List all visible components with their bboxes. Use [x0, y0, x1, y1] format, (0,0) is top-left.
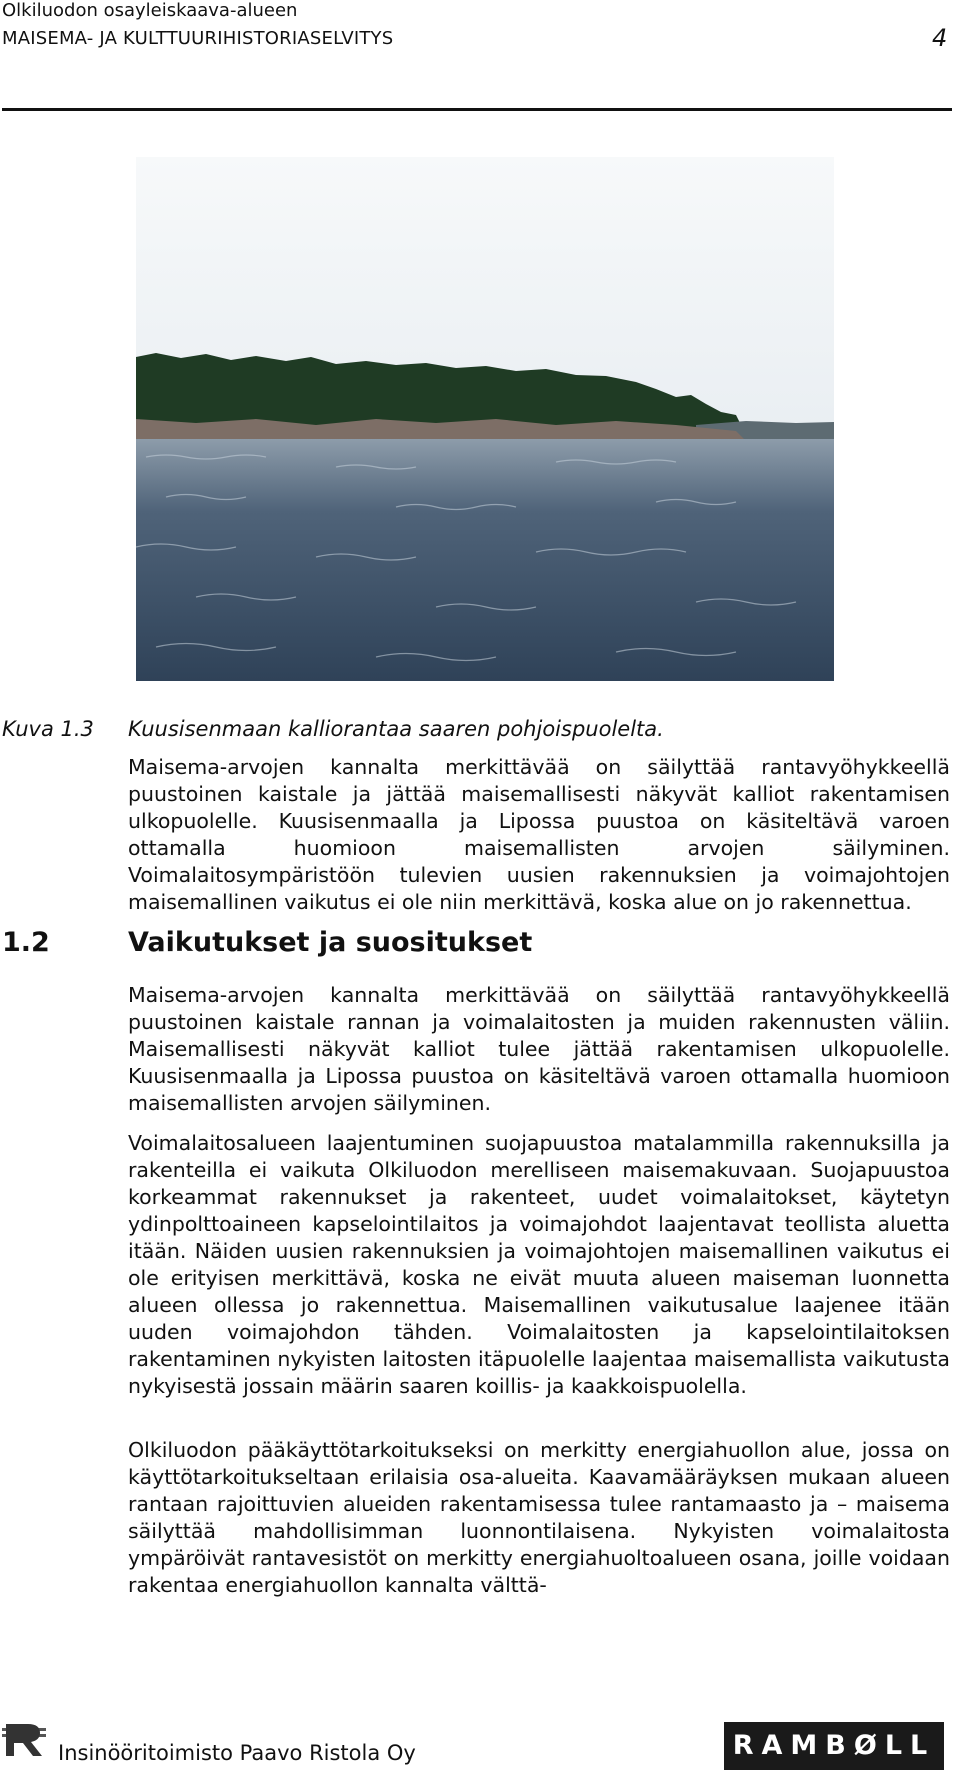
lake-photo — [136, 157, 834, 681]
photo-water — [136, 439, 834, 681]
header-title-line1: Olkiluodon osayleiskaava-alueen — [2, 0, 298, 21]
footer-company: Insinööritoimisto Paavo Ristola Oy — [58, 1741, 416, 1765]
body-paragraph-2: Maisema-arvojen kannalta merkittävää on säilyttää rantavyöhykkeellä puustoinen kaistale rannan ja voimalaitosten ja muiden rakennusten väliin. Maisemallisesti näkyvät kalliot tulee jättää rakentamisen ulkopuolelle. Kuusisenmaalla ja Lipossa puustoa on käsiteltävä varoen ottamalla huomioon maisemallisten arvojen säilyminen. — [128, 983, 950, 1115]
ristola-logo-icon — [2, 1722, 46, 1758]
header-rule — [2, 108, 952, 111]
figure-caption-number: Kuva 1.3 — [2, 717, 94, 741]
body-paragraph-1: Maisema-arvojen kannalta merkittävää on säilyttää rantavyöhykkeellä puustoinen kaistale ja jättää maisemallisesti näkyvät kalliot rakentamisen ulkopuolelle. Kuusisenmaalla ja Lipossa puustoa on käsiteltävä varoen ottamalla huomioon maisemallisten arvojen säilyminen. Voimalaitosympäristöön tulevien uusien rakennuksien ja voimajohtojen maisemallinen vaikutus ei ole niin merkittävä, koska alue on jo rakennettua. — [128, 755, 950, 914]
page-number: 4 — [932, 24, 948, 52]
section-title: Vaikutukset ja suositukset — [128, 927, 533, 958]
header-title-line2: MAISEMA- JA KULTTUURIHISTORIASELVITYS — [2, 28, 394, 49]
ramboll-logo: RAMBØLL — [724, 1722, 944, 1770]
body-paragraph-4: Olkiluodon pääkäyttötarkoitukseksi on merkitty energiahuollon alue, jossa on käyttötarkoitukseltaan erilaisia osa-alueita. Kaavamääräyksen mukaan alueen rantaan rajoittuvien alueiden rakentamisessa tulee rantamaasto ja – maisema säilyttää mahdollisimman luonnontilaisena. Nykyisten voimalaitosta ympäröivät rantavesistöt on merkitty energiahuoltoalueen osana, joille voidaan rakentaa energiahuollon kannalta välttä- — [128, 1438, 950, 1597]
section-number: 1.2 — [2, 927, 50, 958]
figure-caption-text: Kuusisenmaan kalliorantaa saaren pohjoispuolelta. — [128, 717, 664, 741]
body-paragraph-3: Voimalaitosalueen laajentuminen suojapuustoa matalammilla rakennuksilla ja rakenteilla ei vaikuta Olkiluodon merelliseen maisemakuvaan. Suojapuustoa korkeammat rakennukset ja rakenteet, uudet voimalaitokset, käytetyn ydinpolttoaineen kapselointilaitos ja voimajohdot laajentavat teollista aluetta itään. Näiden uusien rakennuksien ja voimajohtojen maisemallinen vaikutus ei ole erityisen merkittävä, koska ne eivät muuta alueen maiseman luonnetta alueen ollessa jo rakennettua. Maisemallinen vaikutusalue laajenee itään uuden voimajohdon tähden. Voimalaitosten ja kapselointilaitoksen rakentaminen nykyisten laitosten itäpuolelle laajentaa maisemallista vaikutusta nykyisestä jossain määrin saaren koillis- ja kaakkoispuolella. — [128, 1131, 950, 1398]
